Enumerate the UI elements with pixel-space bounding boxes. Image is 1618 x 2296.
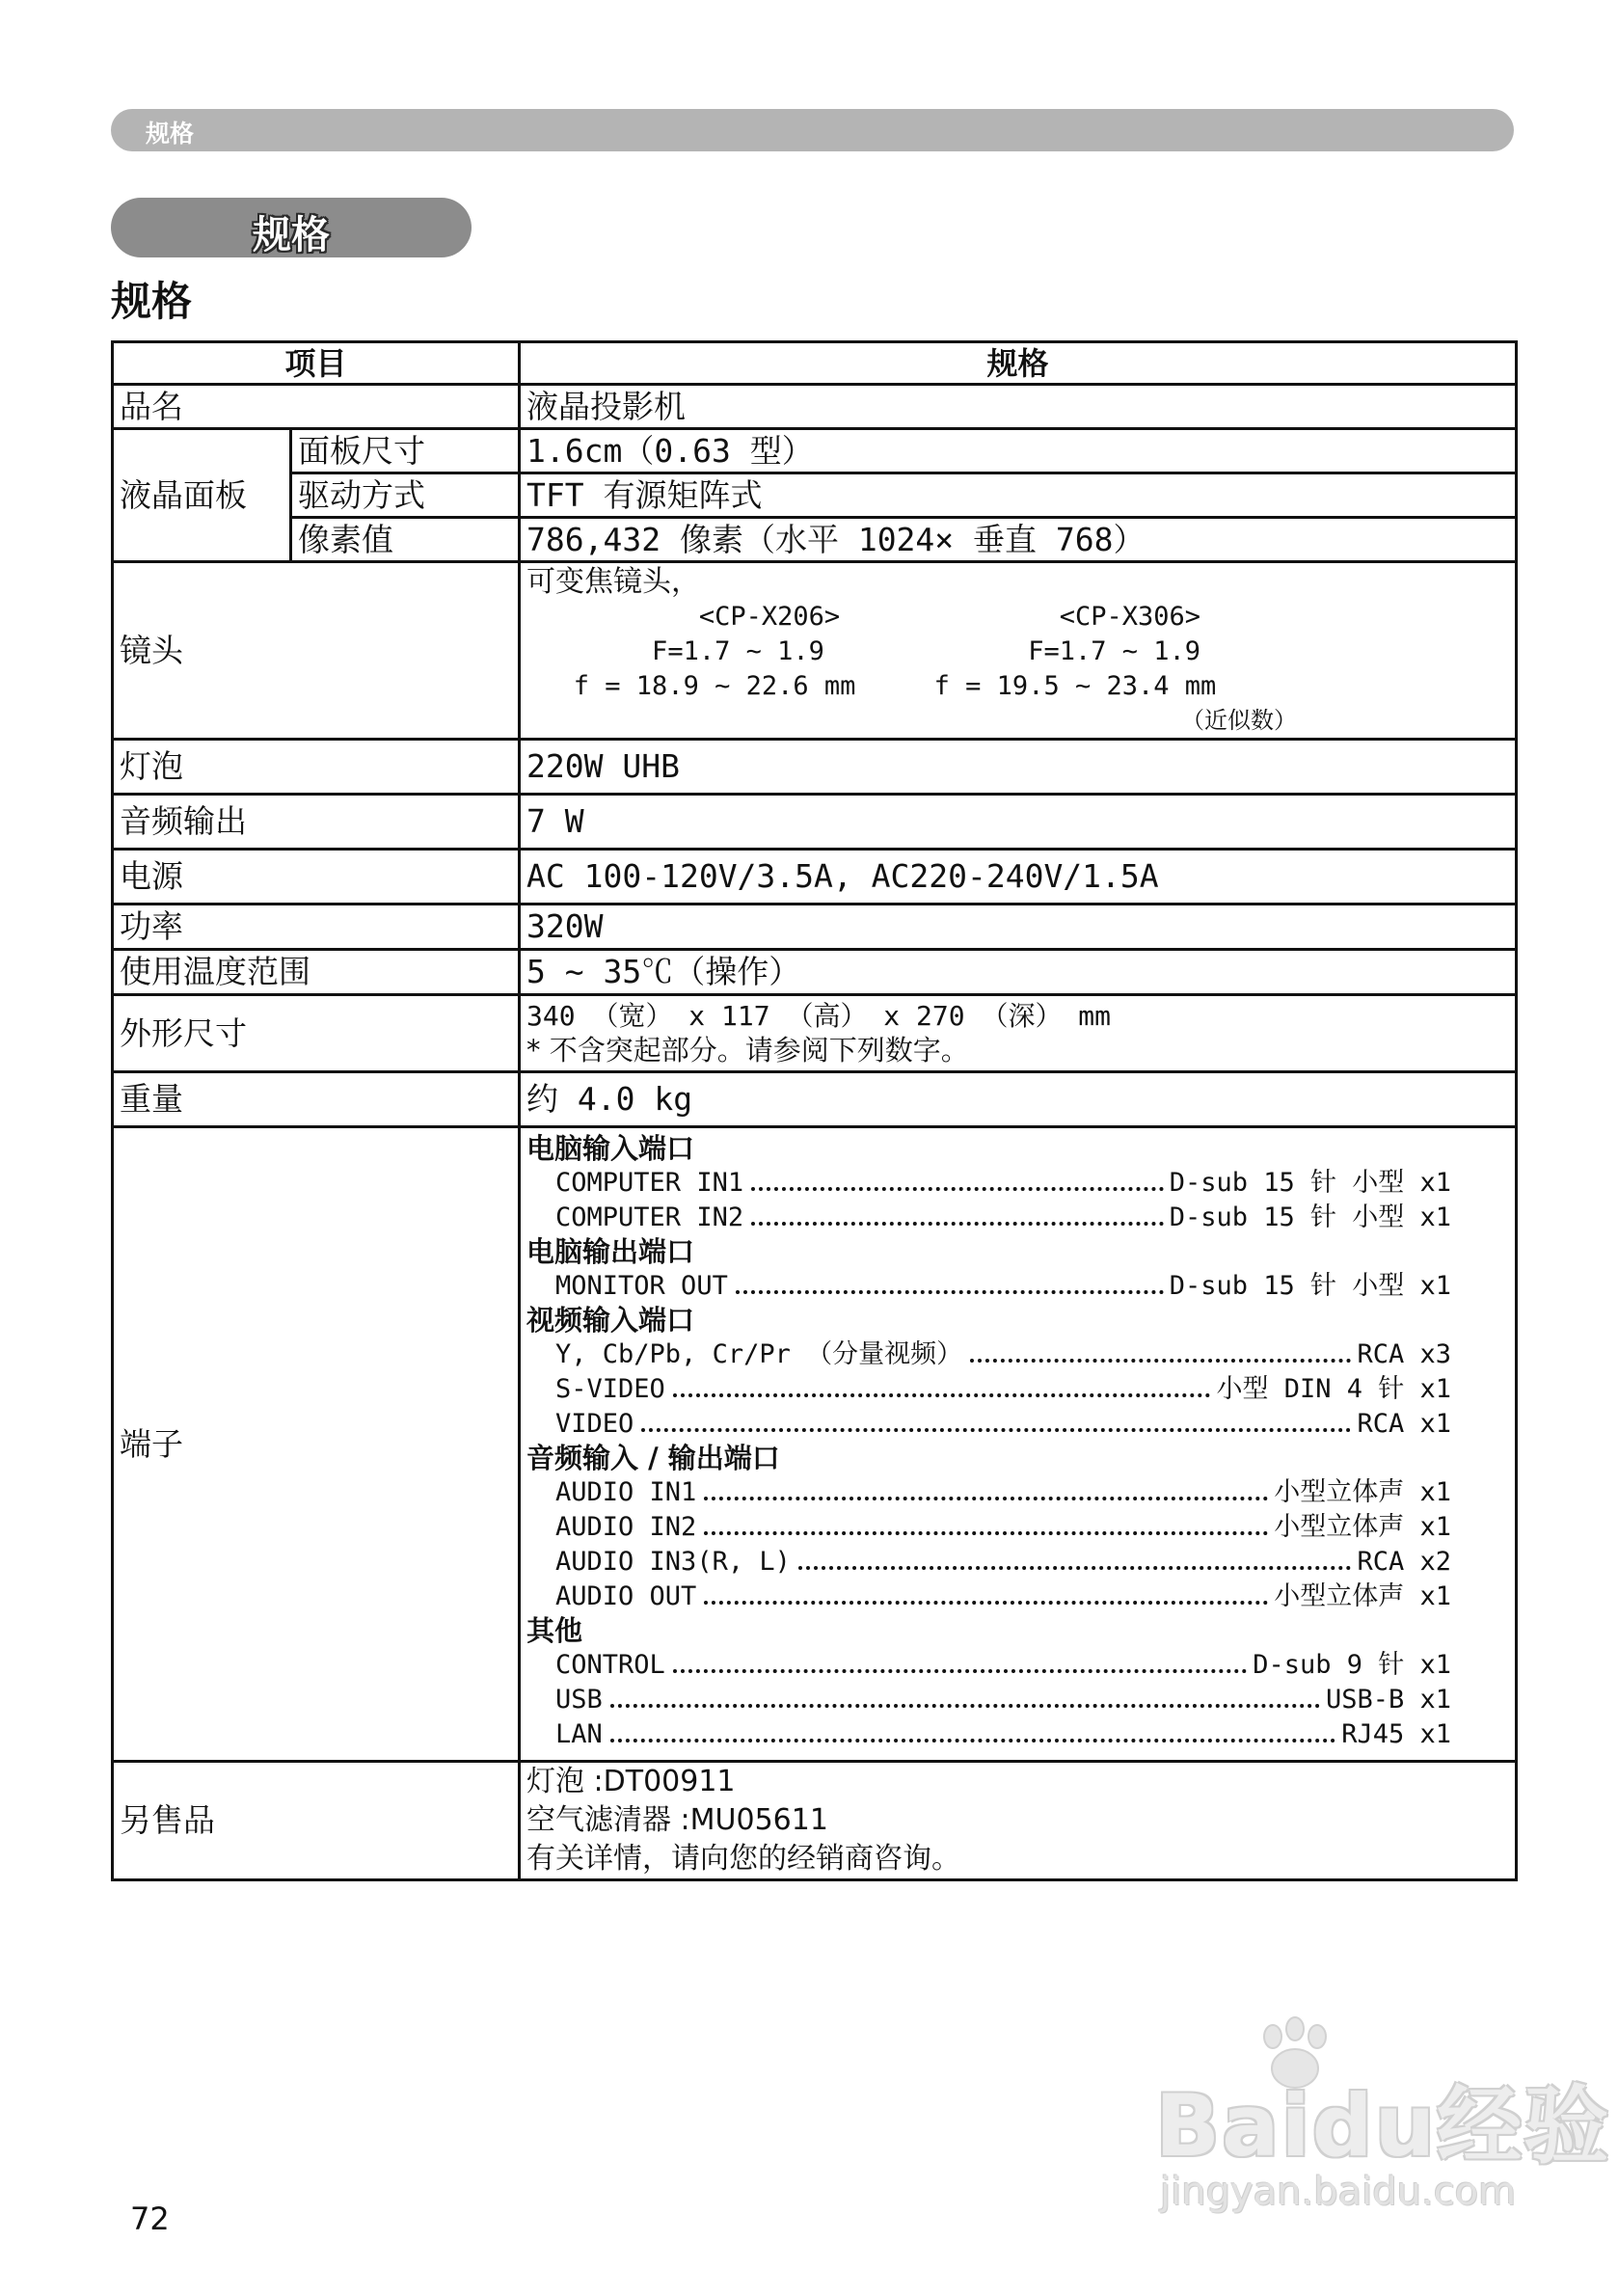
row-sublabel-pixels: 像素值 [291, 518, 520, 562]
port-row [526, 1510, 1509, 1545]
section-title-pill [111, 198, 472, 257]
port-name: MONITOR OUT [555, 1271, 728, 1301]
dimensions-line-1: 340 （宽） x 117 （高） x 270 （深） mm [526, 999, 1112, 1032]
row-value-lens [520, 562, 1517, 740]
port-spec: RCA x2 [1357, 1547, 1452, 1577]
table-row [113, 429, 1517, 473]
port-name: USB [555, 1685, 603, 1715]
row-label-lens: 镜头 [113, 562, 520, 740]
port-row [526, 1683, 1509, 1717]
port-name: AUDIO IN2 [555, 1512, 697, 1542]
accessory-filter: 空气滤清器 :MU05611 [526, 1803, 828, 1837]
dot-leader [610, 1739, 1335, 1742]
table-row [113, 1762, 1517, 1880]
spec-table [111, 340, 1518, 1881]
port-name: AUDIO IN1 [555, 1477, 697, 1507]
port-row [526, 1372, 1509, 1407]
port-spec: 小型立体声 x1 [1274, 1581, 1452, 1611]
port-name: AUDIO IN3(R, L) [555, 1547, 791, 1577]
port-row [526, 1337, 1509, 1372]
row-sublabel-drive: 驱动方式 [291, 473, 520, 518]
table-row [113, 1072, 1517, 1127]
port-spec: USB-B x1 [1325, 1685, 1452, 1715]
row-label-power-supply: 电源 [113, 850, 520, 905]
dot-leader [704, 1497, 1268, 1500]
page-title: 规格 [111, 278, 193, 325]
table-row [113, 950, 1517, 995]
table-row [113, 905, 1517, 950]
table-header-row [113, 342, 1517, 385]
port-row [526, 1475, 1509, 1510]
table-row [113, 1127, 1517, 1762]
port-spec: D-sub 15 针 小型 x1 [1169, 1271, 1452, 1301]
row-label-product-name: 品名 [113, 385, 520, 429]
port-spec: D-sub 15 针 小型 x1 [1169, 1168, 1452, 1198]
port-row [526, 1580, 1509, 1614]
lens-line-4: f = 18.9 ~ 22.6 mm f = 19.5 ~ 23.4 mm [526, 670, 1217, 701]
dot-leader [704, 1531, 1268, 1535]
table-row [113, 385, 1517, 429]
table-row [113, 795, 1517, 850]
row-label-accessories: 另售品 [113, 1762, 520, 1880]
row-value-panel-size: 1.6cm（0.63 型） [520, 429, 1517, 473]
row-label-ports: 端子 [113, 1127, 520, 1762]
port-row [526, 1166, 1509, 1201]
dot-leader [673, 1669, 1247, 1673]
row-value-pixels: 786,432 像素（水平 1024× 垂直 768） [520, 518, 1517, 562]
dot-leader [610, 1704, 1320, 1708]
dimensions-line-2: * 不含突起部分。请参阅下列数字。 [526, 1033, 969, 1067]
port-name: S-VIDEO [555, 1374, 665, 1404]
row-value-ports [520, 1127, 1517, 1762]
dot-leader [736, 1290, 1164, 1294]
port-name: VIDEO [555, 1409, 634, 1439]
ports-list [526, 1132, 1509, 1752]
port-spec: D-sub 15 针 小型 x1 [1169, 1202, 1452, 1232]
row-value-power: 320W [520, 905, 1517, 950]
port-name: COMPUTER IN1 [555, 1168, 744, 1198]
row-label-power: 功率 [113, 905, 520, 950]
watermark-logo: Baidu经验 [1155, 2076, 1611, 2175]
port-spec: 小型立体声 x1 [1274, 1477, 1452, 1507]
header-spec: 规格 [520, 342, 1517, 385]
row-label-dimensions: 外形尺寸 [113, 995, 520, 1072]
port-row [526, 1407, 1509, 1442]
row-value-temperature: 5 ~ 35℃（操作） [520, 950, 1517, 995]
page-number: 72 [130, 2201, 170, 2237]
dot-leader [970, 1359, 1351, 1363]
port-category-title: 视频输入端口 [526, 1304, 695, 1337]
port-name: COMPUTER IN2 [555, 1202, 744, 1232]
row-label-temperature: 使用温度范围 [113, 950, 520, 995]
port-row [526, 1717, 1509, 1752]
row-label-lcd: 液晶面板 [113, 429, 291, 562]
port-row [526, 1269, 1509, 1304]
port-row [526, 1648, 1509, 1683]
port-category-title: 电脑输入端口 [526, 1132, 695, 1165]
port-name: Y, Cb/Pb, Cr/Pr （分量视频） [555, 1339, 963, 1369]
row-label-audio-out: 音频输出 [113, 795, 520, 850]
row-label-weight: 重量 [113, 1072, 520, 1127]
port-category-title: 音频输入 / 输出端口 [526, 1442, 780, 1474]
port-name: CONTROL [555, 1650, 665, 1680]
port-category-title: 其他 [526, 1614, 583, 1647]
header-bar [111, 109, 1514, 151]
lens-line-2: <CP-X206> <CP-X306> [526, 601, 1200, 632]
port-spec: RJ45 x1 [1341, 1719, 1452, 1749]
table-row [113, 850, 1517, 905]
port-spec: RCA x3 [1357, 1339, 1452, 1369]
dot-leader [798, 1566, 1352, 1570]
section-pill-label: 规格 [253, 213, 330, 257]
dot-leader [641, 1428, 1351, 1432]
row-value-drive: TFT 有源矩阵式 [520, 473, 1517, 518]
row-sublabel-panel-size: 面板尺寸 [291, 429, 520, 473]
breadcrumb: 规格 [146, 120, 195, 148]
lens-line-1: 可变焦镜头， [526, 564, 701, 599]
lens-approx-note: （近似数） [1181, 706, 1298, 734]
accessory-lamp: 灯泡 :DT00911 [526, 1765, 736, 1798]
row-value-lamp: 220W UHB [520, 740, 1517, 795]
table-row [113, 995, 1517, 1072]
table-row [113, 518, 1517, 562]
port-name: LAN [555, 1719, 603, 1749]
row-value-weight: 约 4.0 kg [520, 1072, 1517, 1127]
row-value-audio-out: 7 W [520, 795, 1517, 850]
port-spec: 小型立体声 x1 [1274, 1512, 1452, 1542]
row-value-power-supply: AC 100-120V/3.5A, AC220-240V/1.5A [520, 850, 1517, 905]
port-row [526, 1201, 1509, 1235]
table-row [113, 740, 1517, 795]
row-label-lamp: 灯泡 [113, 740, 520, 795]
header-item: 项目 [113, 342, 520, 385]
row-value-product-name: 液晶投影机 [520, 385, 1517, 429]
row-value-accessories [520, 1762, 1517, 1880]
table-row [113, 562, 1517, 740]
port-spec: RCA x1 [1357, 1409, 1452, 1439]
dot-leader [751, 1222, 1164, 1226]
accessory-note: 有关详情，请向您的经销商咨询。 [526, 1842, 961, 1876]
port-spec: D-sub 9 针 x1 [1253, 1650, 1452, 1680]
dot-leader [704, 1601, 1268, 1605]
watermark-url: jingyan.baidu.com [1160, 2170, 1517, 2214]
port-category-title: 电脑输出端口 [526, 1235, 695, 1268]
lens-line-3: F=1.7 ~ 1.9 F=1.7 ~ 1.9 [526, 635, 1200, 666]
table-row [113, 473, 1517, 518]
port-row [526, 1545, 1509, 1580]
port-name: AUDIO OUT [555, 1581, 697, 1611]
dot-leader [751, 1187, 1164, 1191]
row-value-dimensions [520, 995, 1517, 1072]
dot-leader [673, 1393, 1211, 1397]
port-spec: 小型 DIN 4 针 x1 [1216, 1374, 1452, 1404]
